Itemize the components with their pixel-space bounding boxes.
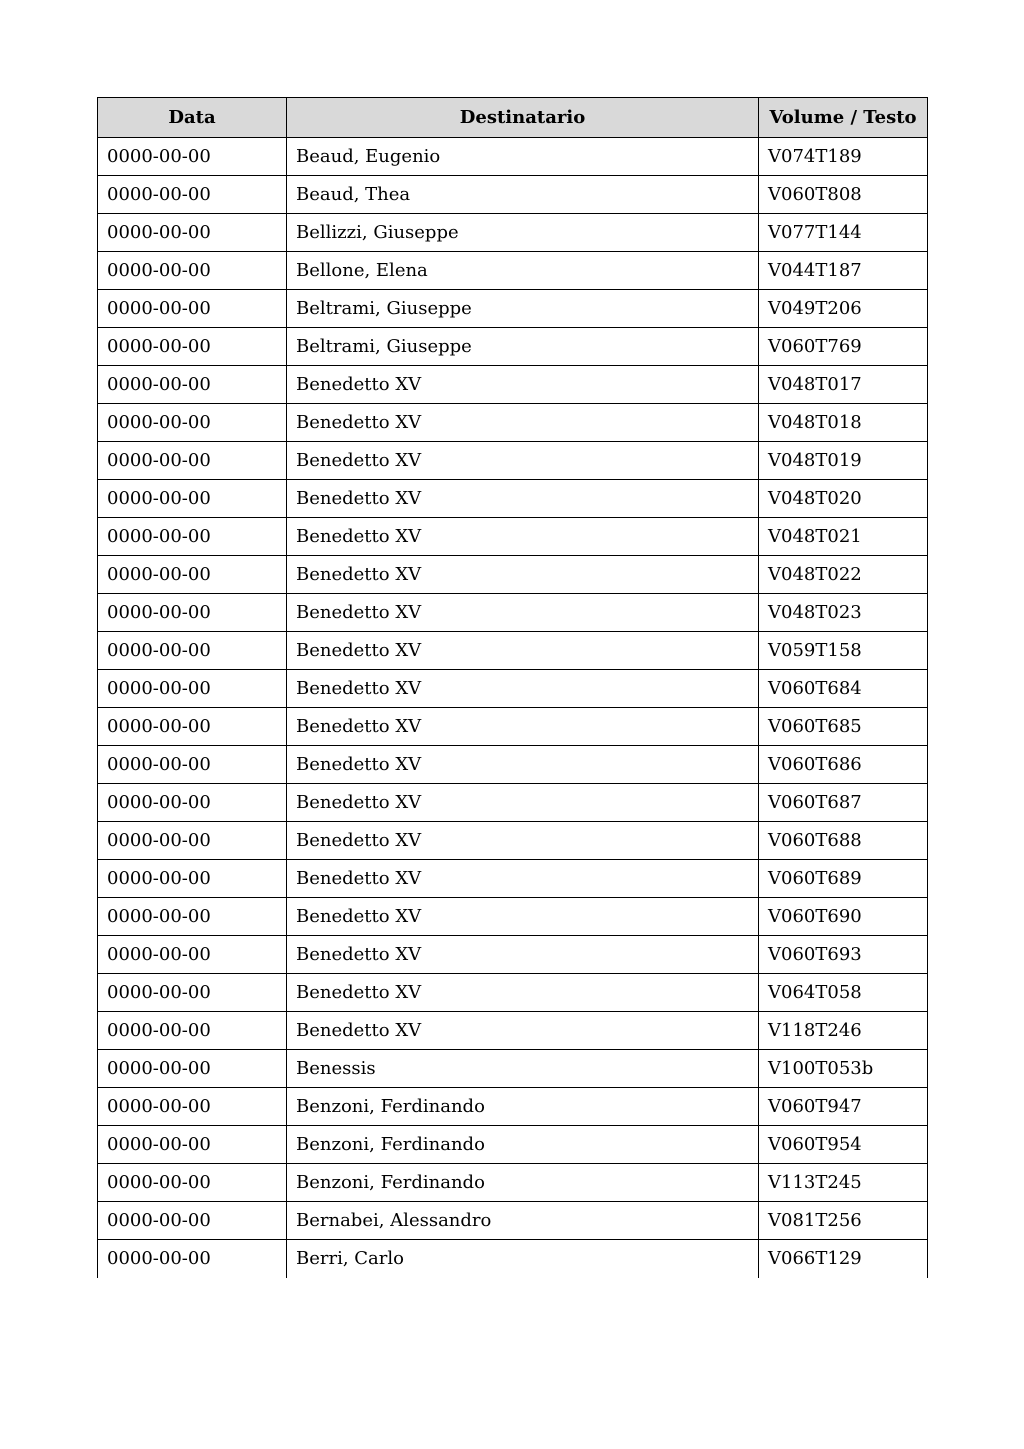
cell-volume: V064T058	[759, 974, 928, 1012]
table-row	[98, 632, 928, 670]
cell-destinatario: Benedetto XV	[287, 746, 759, 784]
cell-destinatario: Benedetto XV	[287, 404, 759, 442]
letters-table	[97, 97, 928, 1278]
header-row	[98, 98, 928, 138]
table-row	[98, 746, 928, 784]
cell-destinatario: Benedetto XV	[287, 898, 759, 936]
cell-destinatario: Benedetto XV	[287, 670, 759, 708]
cell-volume: V060T686	[759, 746, 928, 784]
column-header-volume: Volume / Testo	[759, 98, 928, 138]
cell-destinatario: Benzoni, Ferdinando	[287, 1164, 759, 1202]
table-row	[98, 518, 928, 556]
cell-volume: V060T769	[759, 328, 928, 366]
column-header-destinatario: Destinatario	[287, 98, 759, 138]
cell-data: 0000-00-00	[98, 632, 287, 670]
cell-data: 0000-00-00	[98, 1088, 287, 1126]
table-row	[98, 442, 928, 480]
cell-data: 0000-00-00	[98, 366, 287, 404]
cell-destinatario: Benzoni, Ferdinando	[287, 1088, 759, 1126]
table-row	[98, 328, 928, 366]
cell-data: 0000-00-00	[98, 746, 287, 784]
table-row	[98, 898, 928, 936]
cell-destinatario: Benedetto XV	[287, 1012, 759, 1050]
cell-volume: V048T023	[759, 594, 928, 632]
table-row	[98, 1088, 928, 1126]
cell-data: 0000-00-00	[98, 1126, 287, 1164]
cell-destinatario: Beltrami, Giuseppe	[287, 290, 759, 328]
cell-data: 0000-00-00	[98, 404, 287, 442]
cell-volume: V060T685	[759, 708, 928, 746]
table-row	[98, 708, 928, 746]
table-row	[98, 1240, 928, 1278]
cell-data: 0000-00-00	[98, 936, 287, 974]
cell-data: 0000-00-00	[98, 252, 287, 290]
cell-data: 0000-00-00	[98, 860, 287, 898]
table-row	[98, 784, 928, 822]
cell-data: 0000-00-00	[98, 974, 287, 1012]
table-row	[98, 214, 928, 252]
cell-data: 0000-00-00	[98, 898, 287, 936]
cell-data: 0000-00-00	[98, 138, 287, 176]
cell-data: 0000-00-00	[98, 1202, 287, 1240]
cell-data: 0000-00-00	[98, 176, 287, 214]
cell-volume: V048T020	[759, 480, 928, 518]
cell-destinatario: Bellone, Elena	[287, 252, 759, 290]
cell-destinatario: Benedetto XV	[287, 594, 759, 632]
cell-destinatario: Beltrami, Giuseppe	[287, 328, 759, 366]
cell-volume: V060T954	[759, 1126, 928, 1164]
table-row	[98, 252, 928, 290]
table-row	[98, 176, 928, 214]
cell-destinatario: Benedetto XV	[287, 784, 759, 822]
table-row	[98, 1202, 928, 1240]
cell-data: 0000-00-00	[98, 328, 287, 366]
cell-destinatario: Beaud, Thea	[287, 176, 759, 214]
cell-volume: V060T688	[759, 822, 928, 860]
cell-volume: V048T018	[759, 404, 928, 442]
cell-destinatario: Benedetto XV	[287, 518, 759, 556]
cell-destinatario: Benedetto XV	[287, 708, 759, 746]
cell-volume: V060T690	[759, 898, 928, 936]
cell-data: 0000-00-00	[98, 556, 287, 594]
cell-destinatario: Benedetto XV	[287, 860, 759, 898]
cell-volume: V048T022	[759, 556, 928, 594]
cell-data: 0000-00-00	[98, 594, 287, 632]
cell-data: 0000-00-00	[98, 1012, 287, 1050]
cell-volume: V081T256	[759, 1202, 928, 1240]
cell-volume: V048T017	[759, 366, 928, 404]
cell-volume: V066T129	[759, 1240, 928, 1278]
cell-data: 0000-00-00	[98, 708, 287, 746]
cell-volume: V049T206	[759, 290, 928, 328]
table-row	[98, 480, 928, 518]
cell-data: 0000-00-00	[98, 1050, 287, 1088]
table-row	[98, 860, 928, 898]
cell-destinatario: Benessis	[287, 1050, 759, 1088]
cell-data: 0000-00-00	[98, 1240, 287, 1278]
cell-volume: V113T245	[759, 1164, 928, 1202]
cell-volume: V060T808	[759, 176, 928, 214]
table-row	[98, 366, 928, 404]
cell-destinatario: Bernabei, Alessandro	[287, 1202, 759, 1240]
table-row	[98, 1012, 928, 1050]
cell-volume: V044T187	[759, 252, 928, 290]
column-header-data: Data	[98, 98, 287, 138]
cell-data: 0000-00-00	[98, 1164, 287, 1202]
cell-data: 0000-00-00	[98, 214, 287, 252]
cell-data: 0000-00-00	[98, 480, 287, 518]
table-row	[98, 1050, 928, 1088]
cell-data: 0000-00-00	[98, 670, 287, 708]
cell-destinatario: Benedetto XV	[287, 366, 759, 404]
cell-destinatario: Benedetto XV	[287, 974, 759, 1012]
cell-destinatario: Benedetto XV	[287, 632, 759, 670]
table-row	[98, 138, 928, 176]
table-row	[98, 1164, 928, 1202]
cell-volume: V060T693	[759, 936, 928, 974]
cell-destinatario: Berri, Carlo	[287, 1240, 759, 1278]
cell-volume: V060T947	[759, 1088, 928, 1126]
table-row	[98, 290, 928, 328]
cell-data: 0000-00-00	[98, 822, 287, 860]
cell-destinatario: Benedetto XV	[287, 556, 759, 594]
table-body	[98, 138, 928, 1278]
table-row	[98, 822, 928, 860]
cell-data: 0000-00-00	[98, 518, 287, 556]
table-row	[98, 670, 928, 708]
table-row	[98, 404, 928, 442]
table-header	[98, 98, 928, 138]
cell-volume: V074T189	[759, 138, 928, 176]
cell-volume: V118T246	[759, 1012, 928, 1050]
cell-volume: V060T687	[759, 784, 928, 822]
cell-destinatario: Benedetto XV	[287, 822, 759, 860]
cell-volume: V100T053b	[759, 1050, 928, 1088]
cell-data: 0000-00-00	[98, 442, 287, 480]
cell-destinatario: Benzoni, Ferdinando	[287, 1126, 759, 1164]
cell-volume: V060T689	[759, 860, 928, 898]
table-row	[98, 1126, 928, 1164]
table-row	[98, 594, 928, 632]
cell-data: 0000-00-00	[98, 290, 287, 328]
cell-volume: V048T021	[759, 518, 928, 556]
table-row	[98, 974, 928, 1012]
cell-volume: V077T144	[759, 214, 928, 252]
cell-volume: V048T019	[759, 442, 928, 480]
cell-destinatario: Benedetto XV	[287, 936, 759, 974]
cell-destinatario: Benedetto XV	[287, 442, 759, 480]
cell-destinatario: Beaud, Eugenio	[287, 138, 759, 176]
cell-data: 0000-00-00	[98, 784, 287, 822]
cell-destinatario: Benedetto XV	[287, 480, 759, 518]
cell-volume: V059T158	[759, 632, 928, 670]
cell-volume: V060T684	[759, 670, 928, 708]
table-row	[98, 936, 928, 974]
table-row	[98, 556, 928, 594]
cell-destinatario: Bellizzi, Giuseppe	[287, 214, 759, 252]
